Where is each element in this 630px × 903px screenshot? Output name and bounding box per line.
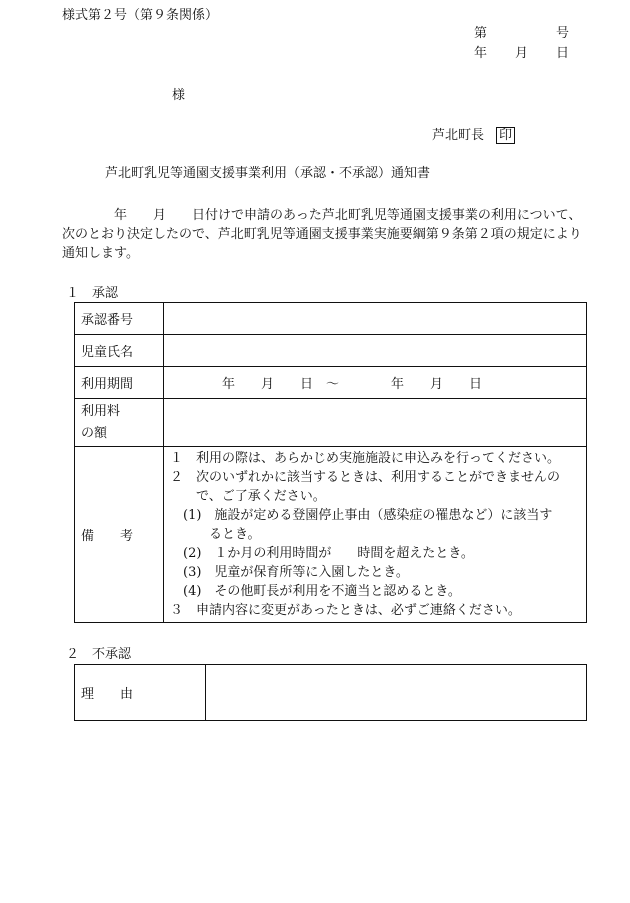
fee-field[interactable]	[164, 399, 587, 447]
number-dai: 第	[474, 26, 488, 41]
number-go: 号	[556, 26, 570, 41]
table-row	[75, 367, 587, 399]
approval-number-field[interactable]	[164, 303, 587, 335]
remarks-label: 備 考	[75, 447, 164, 623]
note-line: (2) １か月の利用時間が 時間を超えたとき。	[170, 546, 474, 561]
reason-field[interactable]	[206, 665, 587, 721]
usage-period-label: 利用期間	[75, 367, 164, 399]
date-year: 年	[474, 46, 488, 61]
note-line: (4) その他町長が利用を不適当と認めるとき。	[170, 584, 461, 599]
table-row	[75, 399, 587, 447]
rejection-table	[74, 664, 587, 721]
table-row	[75, 303, 587, 335]
child-name-label: 児童氏名	[75, 335, 164, 367]
note-line: (3) 児童が保育所等に入園したとき。	[170, 565, 409, 580]
approval-number-label: 承認番号	[75, 303, 164, 335]
date-month: 月	[515, 46, 529, 61]
issuer-name: 芦北町長	[432, 128, 485, 143]
note-line: １ 利用の際は、あらかじめ実施施設に申込みを行ってください。	[170, 451, 561, 466]
remarks-notes	[164, 447, 587, 623]
fee-label: 利用料 の額	[75, 399, 164, 447]
note-line: ３ 申請内容に変更があったときは、必ずご連絡ください。	[170, 603, 521, 618]
approval-table	[74, 302, 587, 623]
reason-label: 理 由	[75, 665, 206, 721]
note-line: (1) 施設が定める登園停止事由（感染症の罹患など）に該当す	[170, 508, 553, 523]
child-name-field[interactable]	[164, 335, 587, 367]
note-line: るとき。	[170, 527, 261, 542]
issuer	[432, 127, 515, 144]
document-title: 芦北町乳児等通園支援事業利用（承認・不承認）通知書	[105, 166, 431, 181]
form-number-label: 様式第２号（第９条関係）	[62, 8, 219, 23]
seal-mark: 印	[496, 127, 515, 144]
addressee-suffix: 様	[172, 88, 186, 103]
table-row	[75, 335, 587, 367]
usage-period-value[interactable]: 年 月 日 ～ 年 月 日	[164, 367, 587, 399]
note-line: ２ 次のいずれかに該当するときは、利用することができませんの	[170, 470, 561, 485]
body-paragraph: 年 月 日付けで申請のあった芦北町乳児等通園支援事業の利用について、次のとおり決定したので、芦北町乳児等通園支援事業実施要綱第９条第２項の規定により通知します。	[62, 208, 582, 261]
note-line: で、ご了承ください。	[170, 489, 326, 504]
table-row	[75, 447, 587, 623]
table-row	[75, 665, 587, 721]
date-day: 日	[556, 46, 570, 61]
section2-heading: ２ 不承認	[66, 647, 132, 662]
section1-heading: １ 承認	[66, 286, 119, 301]
